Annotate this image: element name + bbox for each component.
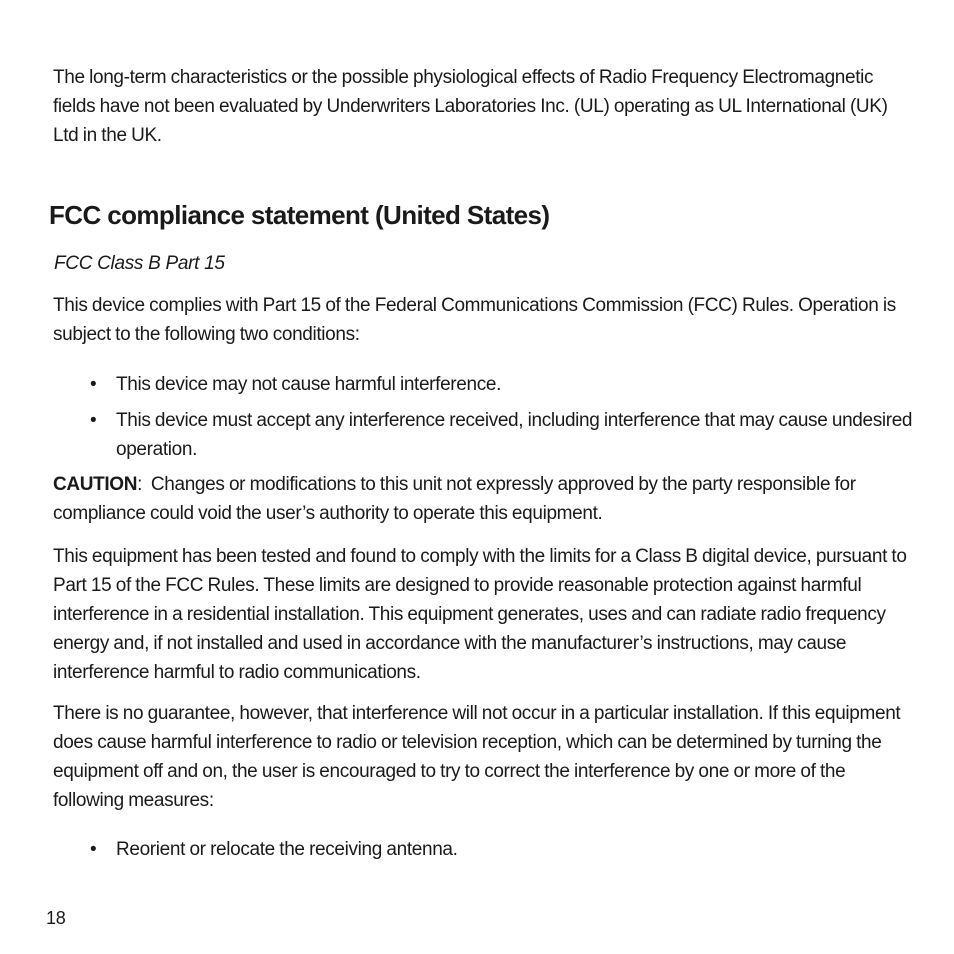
tested-paragraph: This equipment has been tested and found to comply with the limits for a Class B digital device, pursuant to Part 15 of the FCC Rules. These limits are designed to provide reasonable protection against harmful interference in a residential installation. This equipment generates, uses and can radiate radio frequency energy and, if not installed and used in accordance with the manufacturer’s instructions, may cause interference harmful to radio communications. [53,546,907,683]
list-item-text: This device must accept any interference received, including interference that may cause undesired operation. [116,410,913,460]
caution-paragraph [53,470,915,528]
guarantee-paragraph: There is no guarantee, however, that interference will not occur in a particular installation. If this equipment does cause harmful interference to radio or television reception, which can be determined by turning the equipment off and on, the user is encouraged to try to correct the interference by one or more of the following measures: [53,703,901,811]
list-item [90,835,915,864]
bullet-glyph: • [90,839,97,860]
list-item [90,370,915,399]
caution-label: CAUTION [53,474,138,495]
bullet-glyph: • [90,410,97,431]
bullet-glyph: • [90,374,97,395]
list-item-text: This device may not cause harmful interference. [116,374,502,395]
list-item-text: Reorient or relocate the receiving antenna. [116,839,458,860]
compliance-paragraph: This device complies with Part 15 of the Federal Communications Commission (FCC) Rules. Operation is subject to the following two conditions: [53,295,896,345]
caution-text: Changes or modifications to this unit not expressly approved by the party responsible for compliance could void the user’s authority to operate this equipment. [53,474,856,524]
section-subheading: FCC Class B Part 15 [54,253,225,274]
caution-colon: : [137,474,143,495]
intro-paragraph: The long-term characteristics or the possible physiological effects of Radio Frequency Electromagnetic fields have not been evaluated by Underwriters Laboratories Inc. (UL) operating as UL International (UK) Ltd in the UK. [53,67,888,146]
section-heading: FCC compliance statement (United States) [49,200,550,230]
list-item [90,406,915,464]
page-number: 18 [46,908,66,928]
